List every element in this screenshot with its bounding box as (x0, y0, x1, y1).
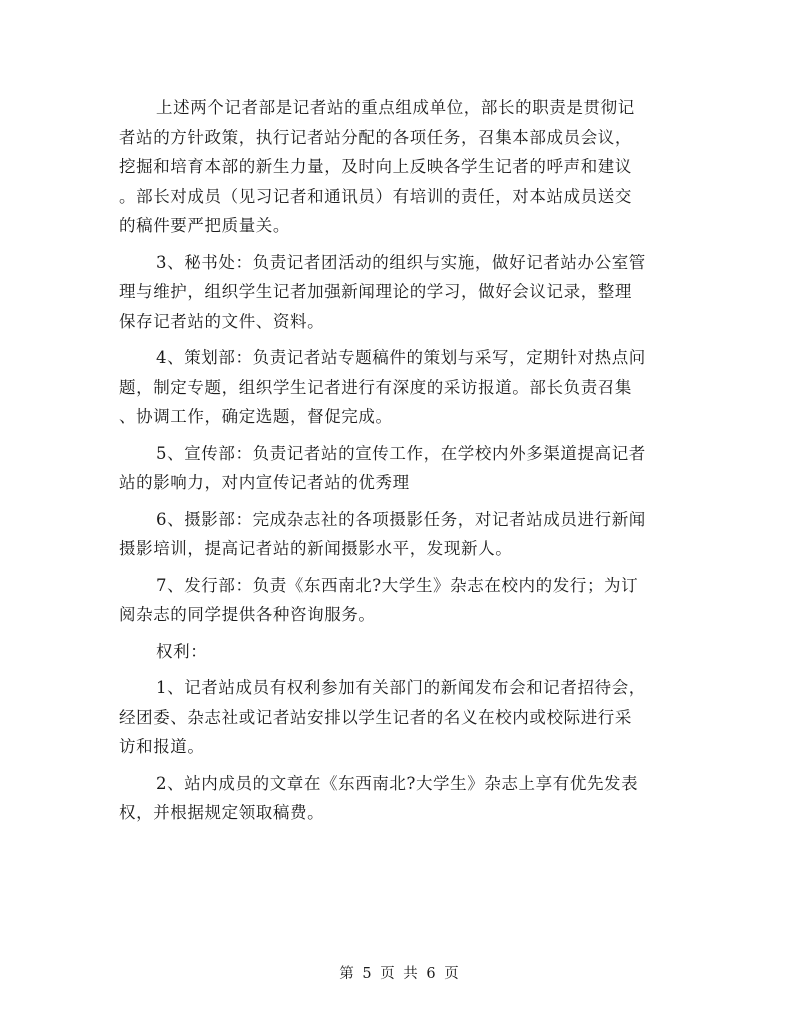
text-line: 保存记者站的文件、资料。 (119, 311, 325, 331)
text-line: 1、记者站成员有权利参加有关部门的新闻发布会和记者招待会， (156, 678, 646, 697)
paragraph-publicity-department (119, 439, 691, 498)
text-line: 5、宣传部：负责记者站的宣传工作，在学校内外多渠道提高记者 (156, 443, 646, 463)
text-line: 4、策划部：负责记者站专题稿件的策划与采写，定期针对热点问 (156, 348, 646, 367)
page-footer (0, 962, 800, 983)
text-line: 权利： (156, 641, 208, 661)
paragraph-distribution-department (119, 571, 691, 630)
text-line: 站的影响力，对内宣传记者站的优秀理 (119, 473, 410, 492)
text-line: 经团委、杂志社或记者站安排以学生记者的名义在校内或校际进行采 (119, 707, 632, 727)
paragraph-department-duties (119, 93, 691, 241)
text-line: 3、秘书处：负责记者团活动的组织与实施，做好记者站办公室管 (156, 252, 646, 272)
text-line: 7、发行部：负责《东西南北?大学生》杂志在校内的发行；为订 (156, 575, 639, 595)
text-line: 2、站内成员的文章在《东西南北?大学生》杂志上享有优先发表 (156, 773, 639, 793)
paragraph-planning-department (119, 343, 691, 432)
footer-suffix: 页 (444, 966, 461, 982)
section-heading-rights (119, 637, 691, 667)
text-line: 理与维护，组织学生记者加强新闻理论的学习，做好会议记录，整理 (119, 282, 632, 301)
text-line: 。部长对成员（见习记者和通讯员）有培训的责任，对本站成员送交 (119, 186, 632, 206)
text-line: 的稿件要严把质量关。 (119, 216, 290, 235)
text-line: 上述两个记者部是记者站的重点组成单位，部长的职责是贯彻记 (156, 98, 635, 117)
paragraph-photography-department (119, 505, 691, 564)
text-line: 、协调工作，确定选题，督促完成。 (119, 407, 393, 426)
paragraph-right-2 (119, 769, 691, 828)
text-line: 者站的方针政策，执行记者站分配的各项任务，召集本部成员会议， (119, 127, 632, 147)
paragraph-right-1 (119, 673, 691, 762)
page-total: 6 (426, 966, 438, 982)
document-body (119, 93, 691, 835)
text-line: 阅杂志的同学提供各种咨询服务。 (119, 605, 376, 624)
text-line: 6、摄影部：完成杂志社的各项摄影任务，对记者站成员进行新闻 (156, 509, 646, 529)
paragraph-secretariat (119, 248, 691, 337)
page-number: 5 (362, 966, 374, 982)
text-line: 题，制定专题，组织学生记者进行有深度的采访报道。部长负责召集 (119, 377, 632, 397)
footer-middle: 页 共 (380, 966, 420, 982)
text-line: 权，并根据规定领取稿费。 (119, 803, 325, 822)
footer-prefix: 第 (339, 966, 356, 982)
text-line: 访和报道。 (119, 737, 205, 756)
text-line: 挖掘和培育本部的新生力量，及时向上反映各学生记者的呼声和建议 (119, 157, 632, 176)
text-line: 摄影培训，提高记者站的新闻摄影水平，发现新人。 (119, 539, 513, 558)
